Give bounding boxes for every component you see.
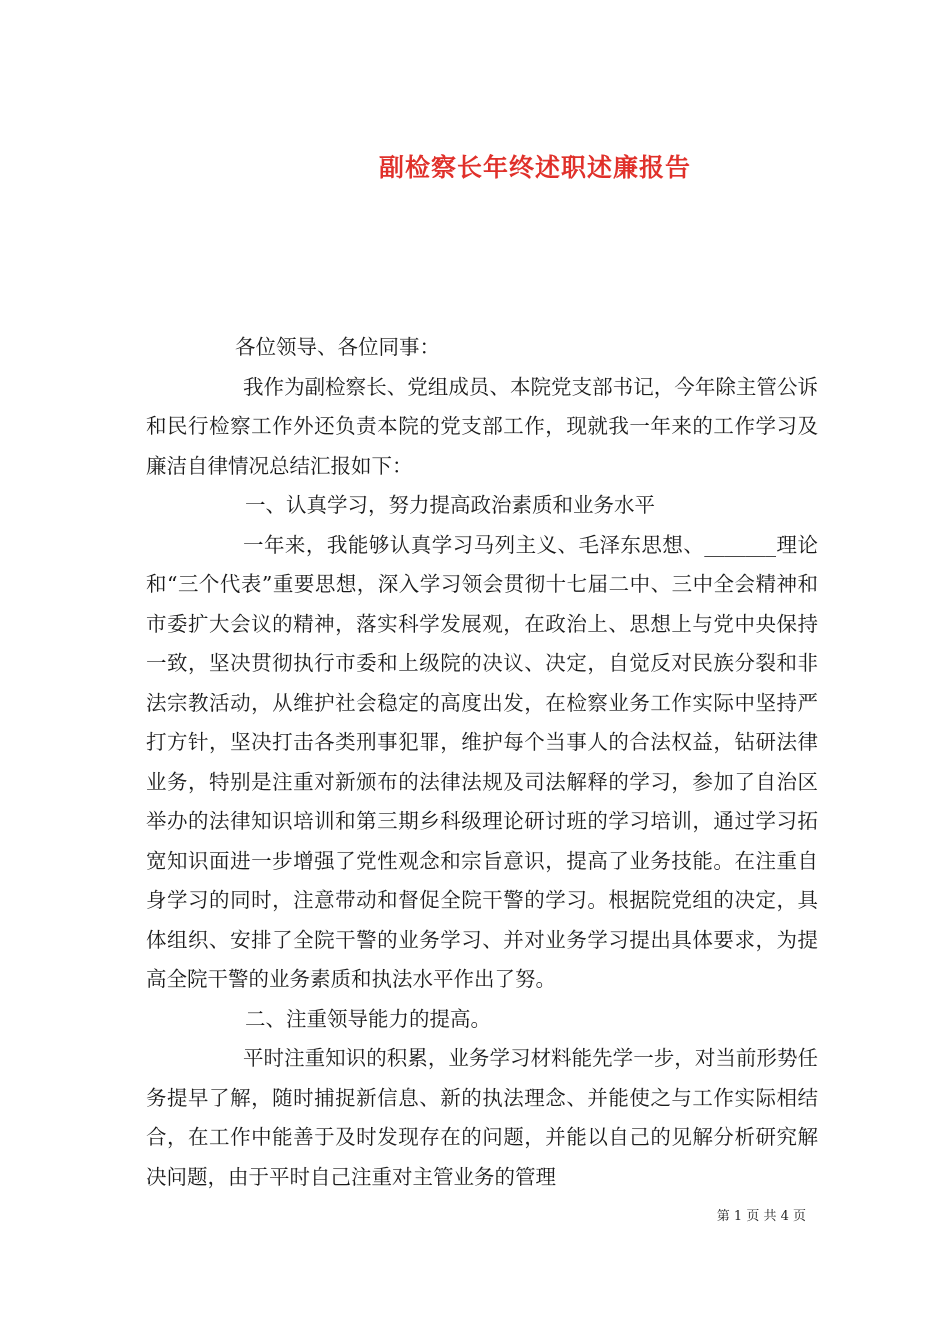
section-1-paragraph: 一年来，我能够认真学习马列主义、毛泽东思想、_______理论和“三个代表”重要思想，深入学习领会贯彻十七届二中、三中全会精神和市委扩大会议的精神，落实科学发展观，在政治上、思想上与党中央保持一致，坚决贯彻执行市委和上级院的决议、决定，自觉反对民族分裂和非法宗教活动，从维护社会稳定的高度出发，在检察业务工作实际中坚持严打方针，坚决打击各类刑事犯罪，维护每个当事人的合法权益，钻研法律业务，特别是注重对新颁布的法律法规及司法解释的学习，参加了自治区举办的法律知识培训和第三期乡科级理论研讨班的学习培训，通过学习拓宽知识面进一步增强了党性观念和宗旨意识，提高了业务技能。在注重自身学习的同时，注意带动和督促全院干警的学习。根据院党组的决定，具体组织、安排了全院干警的业务学习、并对业务学习提出具体要求，为提高全院干警的业务素质和执法水平作出了努。 [146,532,818,991]
document-body [146,328,818,1197]
page-number: 第 1 页 共 4 页 [716,1209,806,1224]
section-1-heading: 一、认真学习，努力提高政治素质和业务水平 [245,493,655,517]
intro-paragraph: 我作为副检察长、党组成员、本院党支部书记，今年除主管公诉和民行检察工作外还负责本院的党支部工作，现就我一年来的工作学习及廉洁自律情况总结汇报如下： [146,374,818,478]
section-2-heading: 二、注重领导能力的提高。 [245,1006,491,1031]
salutation: 各位领导、各位同事： [235,335,440,359]
section-2-paragraph: 平时注重知识的积累，业务学习材料能先学一步，对当前形势任务提早了解，随时捕捉新信息、新的执法理念、并能使之与工作实际相结合，在工作中能善于及时发现存在的问题，并能以自己的见解分析研究解决问题，由于平时自己注重对主管业务的管理 [146,1046,818,1189]
document-title: 副检察长年终述职述廉报告 [378,152,691,182]
